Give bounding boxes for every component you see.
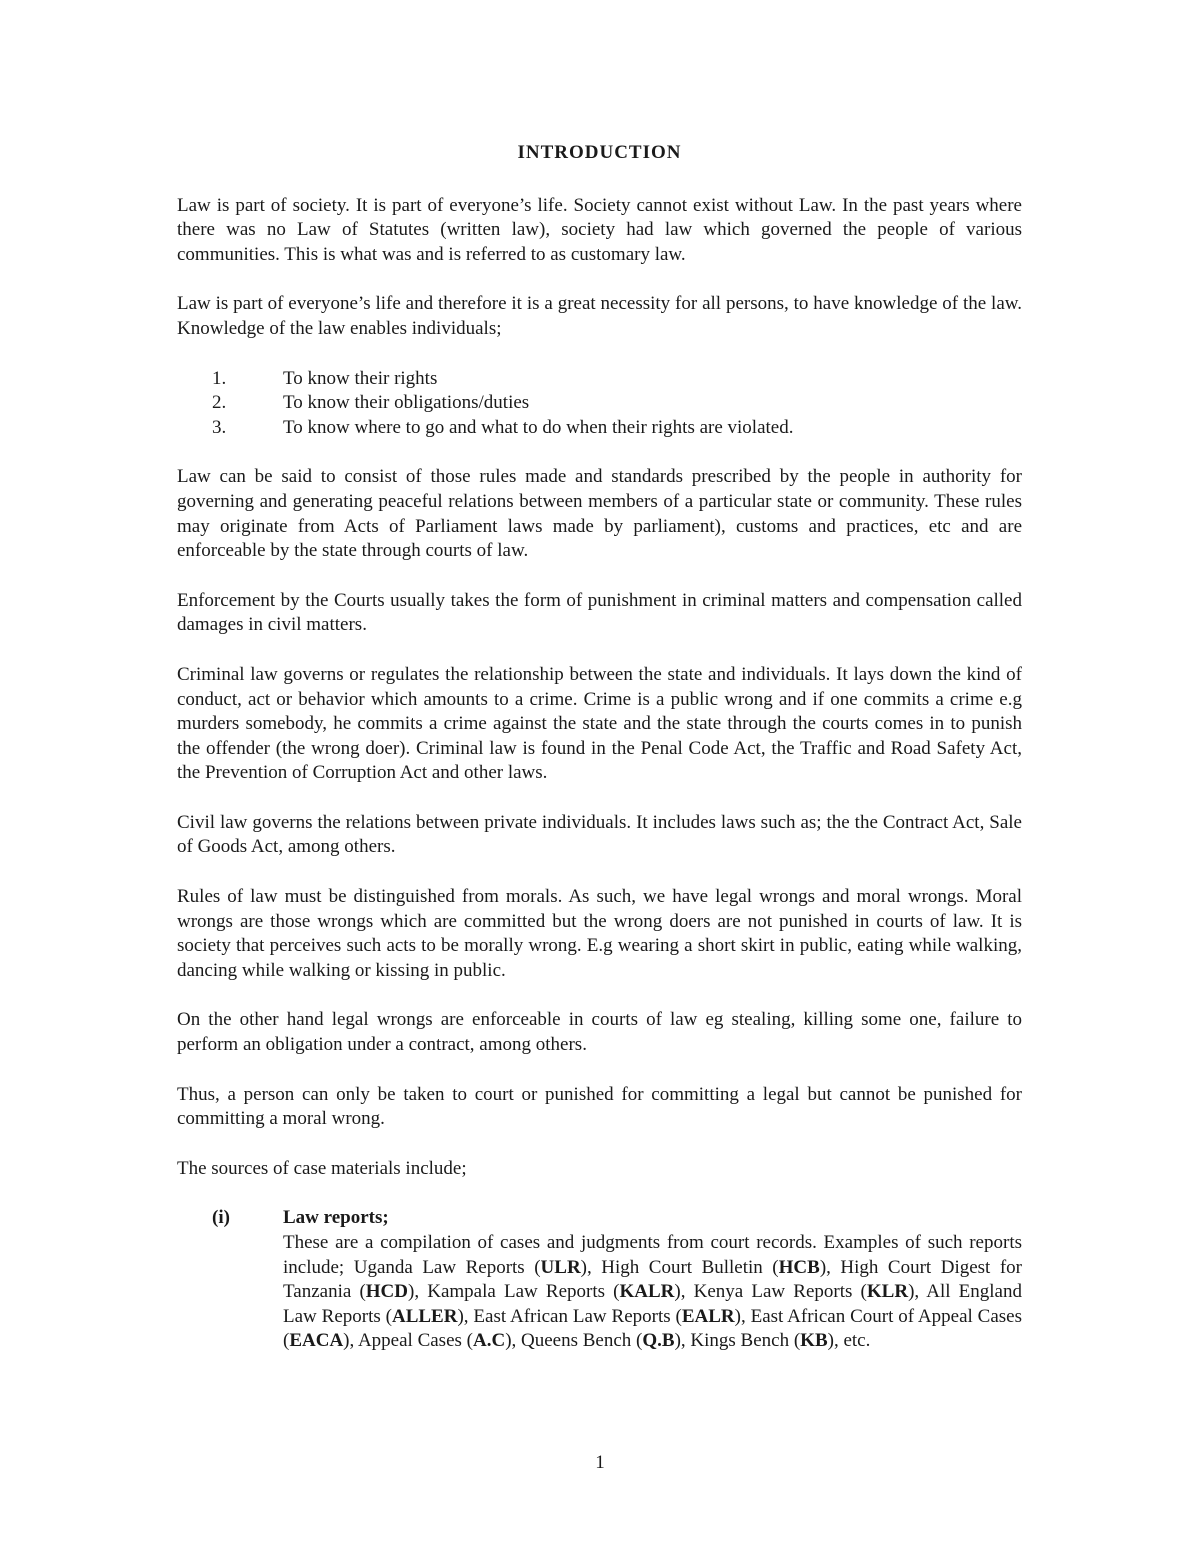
- paragraph-sources-intro: The sources of case materials include;: [177, 1157, 467, 1179]
- page-number: 1: [595, 1452, 605, 1473]
- report-abbreviation: EALR: [681, 1305, 735, 1327]
- section-law-reports: [177, 1206, 1022, 1354]
- text-segment: ), All England Law Reports (: [283, 1281, 1022, 1327]
- text-segment: ), etc.: [827, 1330, 871, 1352]
- section-heading: Law reports;: [283, 1207, 389, 1229]
- text-segment: ), Kenya Law Reports (: [674, 1281, 867, 1303]
- report-abbreviation: KB: [800, 1330, 828, 1352]
- text-segment: ), East African Court of Appeal Cases (: [283, 1305, 1022, 1352]
- section-marker: (i): [212, 1207, 230, 1229]
- paragraph-knowledge-of-law: Law is part of everyone’s life and therefore it is a great necessity for all persons, to have knowledge of the law. Knowledge of the law enables individuals;: [177, 293, 1022, 339]
- paragraph-criminal-law: Criminal law governs or regulates the relationship between the state and individuals. It lays down the kind of conduct, act or behavior which amounts to a crime. Crime is a public wrong and if one commits a crime e.g murders somebody, he commits a crime against the state and the state through the courts comes in to punish the offender (the wrong doer). Criminal law is found in the Penal Code Act, the Traffic and Road Safety Act, the Prevention of Corruption Act and other laws.: [177, 663, 1022, 784]
- report-abbreviation: HCD: [365, 1281, 409, 1303]
- report-abbreviation: ALLER: [391, 1305, 458, 1327]
- text-segment: ), Kampala Law Reports (: [408, 1281, 620, 1303]
- list-item: [177, 416, 1022, 441]
- report-abbreviation: A.C: [472, 1330, 506, 1352]
- paragraph-definition-of-law: Law can be said to consist of those rules made and standards prescribed by the people in authority for governing and generating peaceful relations between members of a particular state or community. These rules may originate from Acts of Parliament laws made by parliament), customs and practices, etc and are enforceable by the state through courts of law.: [177, 466, 1022, 562]
- report-abbreviation: Q.B: [642, 1330, 675, 1352]
- paragraph-enforcement: Enforcement by the Courts usually takes the form of punishment in criminal matters and compensation called damages in civil matters.: [177, 589, 1022, 636]
- report-abbreviation: EACA: [289, 1330, 344, 1352]
- report-abbreviation: KLR: [866, 1281, 909, 1303]
- report-abbreviation: ULR: [540, 1256, 581, 1278]
- report-abbreviation: KALR: [619, 1281, 675, 1303]
- list-item-number: 3.: [212, 416, 227, 438]
- paragraph-civil-law: Civil law governs the relations between private individuals. It includes laws such as; the the Contract Act, Sale of Goods Act, among others.: [177, 811, 1022, 858]
- list-item: [177, 391, 1022, 416]
- paragraph-punishment: Thus, a person can only be taken to court or punished for committing a legal but cannot be punished for committing a moral wrong.: [177, 1083, 1022, 1130]
- text-segment: ), East African Law Reports (: [457, 1305, 682, 1327]
- paragraph-rules-and-morals: Rules of law must be distinguished from morals. As such, we have legal wrongs and moral wrongs. Moral wrongs are those wrongs which are committed but the wrong doers are not punished in courts of law. It is society that perceives such acts to be morally wrong. E.g wearing a short skirt in public, eating while walking, dancing while walking or kissing in public.: [177, 886, 1022, 981]
- paragraph-legal-wrongs: On the other hand legal wrongs are enforceable in courts of law eg stealing, killing some one, failure to perform an obligation under a contract, among others.: [177, 1009, 1022, 1056]
- text-segment: These are a compilation of cases and judgments from court records. Examples of such reports include; Uganda Law Reports (: [283, 1232, 1022, 1278]
- text-segment: ), Kings Bench (: [674, 1330, 801, 1352]
- list-item-text: To know where to go and what to do when their rights are violated.: [283, 416, 794, 438]
- list-item-number: 1.: [212, 367, 227, 389]
- text-segment: ), Appeal Cases (: [343, 1330, 473, 1352]
- page-title: INTRODUCTION: [517, 142, 682, 163]
- list-item-text: To know their obligations/duties: [283, 392, 530, 414]
- text-segment: ), Queens Bench (: [505, 1330, 643, 1352]
- document-page: [177, 141, 1022, 1354]
- section-body: [283, 1231, 1022, 1354]
- report-abbreviation: HCB: [778, 1256, 820, 1278]
- list-item-text: To know their rights: [283, 367, 438, 389]
- text-segment: ), High Court Bulletin (: [580, 1256, 779, 1278]
- list-item: [177, 367, 1022, 392]
- rights-list: [177, 367, 1022, 441]
- paragraph-law-part-of-society: Law is part of society. It is part of everyone’s life. Society cannot exist without Law. In the past years where there was no Law of Statutes (written law), society had law which governed the people of various communities. This is what was and is referred to as customary law.: [177, 194, 1022, 265]
- text-segment: ), High Court Digest for Tanzania (: [283, 1256, 1023, 1303]
- list-item-number: 2.: [212, 392, 227, 414]
